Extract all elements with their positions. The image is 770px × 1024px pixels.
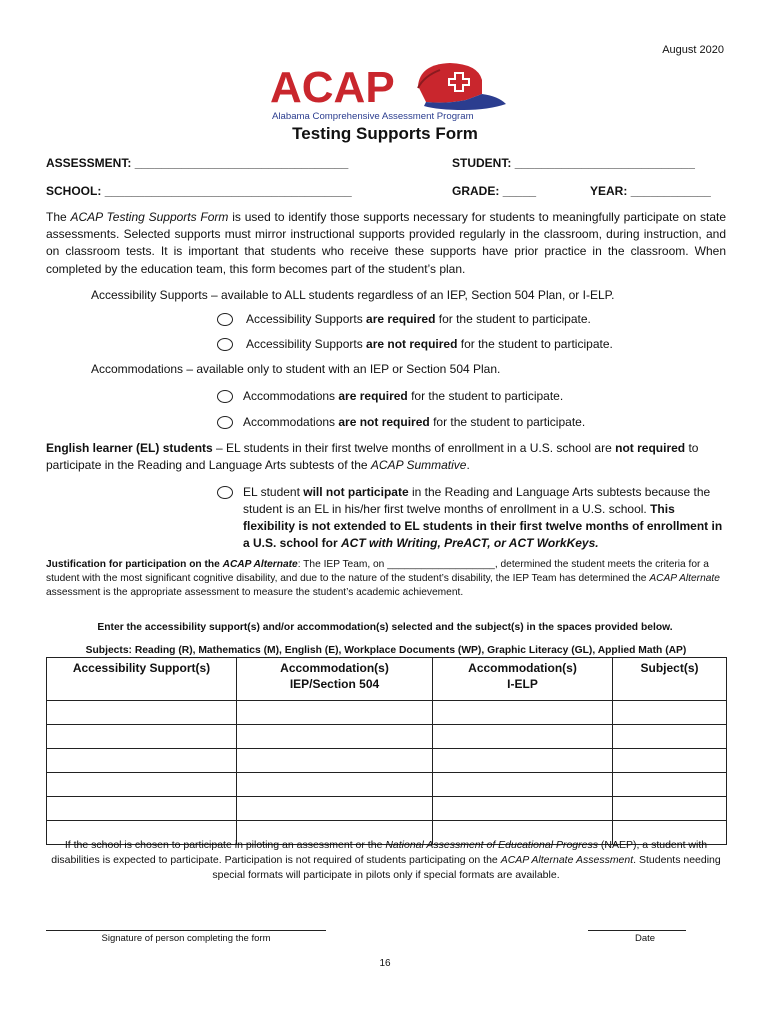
table-cell[interactable] <box>47 701 237 725</box>
table-cell[interactable] <box>237 725 433 749</box>
assessment-blank[interactable]: ________________________________ <box>134 156 349 170</box>
document-date: August 2020 <box>662 44 724 56</box>
el-not-participate-radio[interactable] <box>217 486 233 499</box>
table-row <box>47 773 727 797</box>
signature-label: Signature of person completing the form <box>101 933 271 944</box>
accessibility-not-required-label: Accessibility Supports are not required for the student to participate. <box>246 337 613 351</box>
table-cell[interactable] <box>613 725 727 749</box>
table-cell[interactable] <box>237 701 433 725</box>
col-subjects: Subject(s) <box>613 658 727 701</box>
el-paragraph: English learner (EL) students – EL students in their first twelve months of enrollment in a U.S. school are not required to participate in the Reading and Language Arts subtests of the ACAP Summative. <box>46 441 699 472</box>
table-cell[interactable] <box>433 749 613 773</box>
page-number: 16 <box>379 958 391 969</box>
col-accommodations-iep: Accommodation(s) IEP/Section 504 <box>237 658 433 701</box>
grade-label: GRADE: <box>452 184 500 198</box>
form-title: Testing Supports Form <box>292 124 478 143</box>
grade-blank[interactable]: _____ <box>502 184 537 198</box>
table-cell[interactable] <box>237 773 433 797</box>
table-cell[interactable] <box>433 773 613 797</box>
table-header-row <box>47 658 727 701</box>
pilot-note: If the school is chosen to participate in piloting an assessment or the National Assessment of Educational Progress (NAEP), a student with disabilities is expected to participate. Participation is not required of students participating on the ACAP Alternate Assessment. Students needing special formats will participate in pilots only if special formats are available. <box>51 839 721 881</box>
table-cell[interactable] <box>237 797 433 821</box>
student-field[interactable] <box>452 156 695 170</box>
assessment-field[interactable] <box>46 156 348 170</box>
accessibility-heading: Accessibility Supports – available to ALL students regardless of an IEP, Section 504 Plan, or I-ELP. <box>91 288 615 302</box>
table-row <box>47 797 727 821</box>
student-label: STUDENT: <box>452 156 512 170</box>
intro-paragraph: The ACAP Testing Supports Form is used to identify those supports necessary for students to meaningfully participate on state assessments. Selected supports must mirror instructional supports provided regularly in the classroom, during instruction, and on classroom tests. It is important that students who receive these supports have prior practice in the classroom. When completed by the education team, this form becomes part of the student’s plan. <box>46 210 727 276</box>
accessibility-not-required-radio[interactable] <box>217 338 233 351</box>
table-cell[interactable] <box>237 749 433 773</box>
table-row <box>47 749 727 773</box>
table-cell[interactable] <box>433 725 613 749</box>
accommodations-heading: Accommodations – available only to student with an IEP or Section 504 Plan. <box>91 362 501 376</box>
table-instructions: Enter the accessibility support(s) and/or accommodation(s) selected and the subject(s) in the spaces provided below. <box>97 622 673 633</box>
col-accommodations-ielp: Accommodation(s) I-ELP <box>433 658 613 701</box>
year-blank[interactable]: ____________ <box>630 184 711 198</box>
student-blank[interactable]: ___________________________ <box>514 156 695 170</box>
school-label: SCHOOL: <box>46 184 102 198</box>
accessibility-required-label: Accessibility Supports are required for the student to participate. <box>246 312 591 326</box>
subjects-legend: Subjects: Reading (R), Mathematics (M), English (E), Workplace Documents (WP), Graphic Literacy (GL), Applied Math (AP) <box>85 645 687 656</box>
date-line[interactable] <box>588 930 686 931</box>
col-accessibility-supports: Accessibility Support(s) <box>47 658 237 701</box>
logo-subtitle: Alabama Comprehensive Assessment Program <box>272 111 474 122</box>
justification-paragraph: Justification for participation on the ACAP Alternate: The IEP Team, on ___________________, determined the student meets the criteria for a student with the most significant cognitive disability, and due to the nature of the student’s disability, the IEP Team has determined the ACAP Alternate assessment is the appropriate assessment to measure the student’s academic achievement. <box>46 559 720 598</box>
logo-wordmark: ACAP <box>270 63 395 112</box>
table-cell[interactable] <box>47 773 237 797</box>
table-row <box>47 725 727 749</box>
table-cell[interactable] <box>433 797 613 821</box>
accessibility-required-radio[interactable] <box>217 313 233 326</box>
table-cell[interactable] <box>613 797 727 821</box>
form-name: ACAP Testing Supports Form <box>70 210 229 224</box>
table-cell[interactable] <box>47 749 237 773</box>
table-cell[interactable] <box>613 749 727 773</box>
year-field[interactable] <box>590 184 711 198</box>
grade-field[interactable] <box>452 184 536 198</box>
table-cell[interactable] <box>47 797 237 821</box>
accommodations-required-radio[interactable] <box>217 390 233 403</box>
iep-date-blank[interactable]: ___________________ <box>387 559 495 570</box>
table-cell[interactable] <box>433 701 613 725</box>
table-cell[interactable] <box>613 701 727 725</box>
table-cell[interactable] <box>47 725 237 749</box>
accommodations-not-required-label: Accommodations are not required for the student to participate. <box>243 415 586 429</box>
date-label: Date <box>634 933 656 944</box>
school-blank[interactable]: _____________________________________ <box>104 184 352 198</box>
accommodations-not-required-radio[interactable] <box>217 416 233 429</box>
table-cell[interactable] <box>613 773 727 797</box>
year-label: YEAR: <box>590 184 628 198</box>
assessment-label: ASSESSMENT: <box>46 156 132 170</box>
school-field[interactable] <box>46 184 352 198</box>
cap-icon <box>418 63 506 110</box>
signature-line[interactable] <box>46 930 326 931</box>
acap-logo <box>268 58 513 124</box>
supports-table <box>46 657 727 845</box>
table-row <box>47 701 727 725</box>
accommodations-required-label: Accommodations are required for the student to participate. <box>243 389 564 403</box>
el-not-participate-label: EL student will not participate in the Reading and Language Arts subtests because the student is an EL in his/her first twelve months of enrollment in a U.S. school. This flexibility is not extended to EL students in their first twelve months of enrollment in a U.S. school for ACT with Writing, PreACT, or ACT WorkKeys. <box>243 485 723 550</box>
